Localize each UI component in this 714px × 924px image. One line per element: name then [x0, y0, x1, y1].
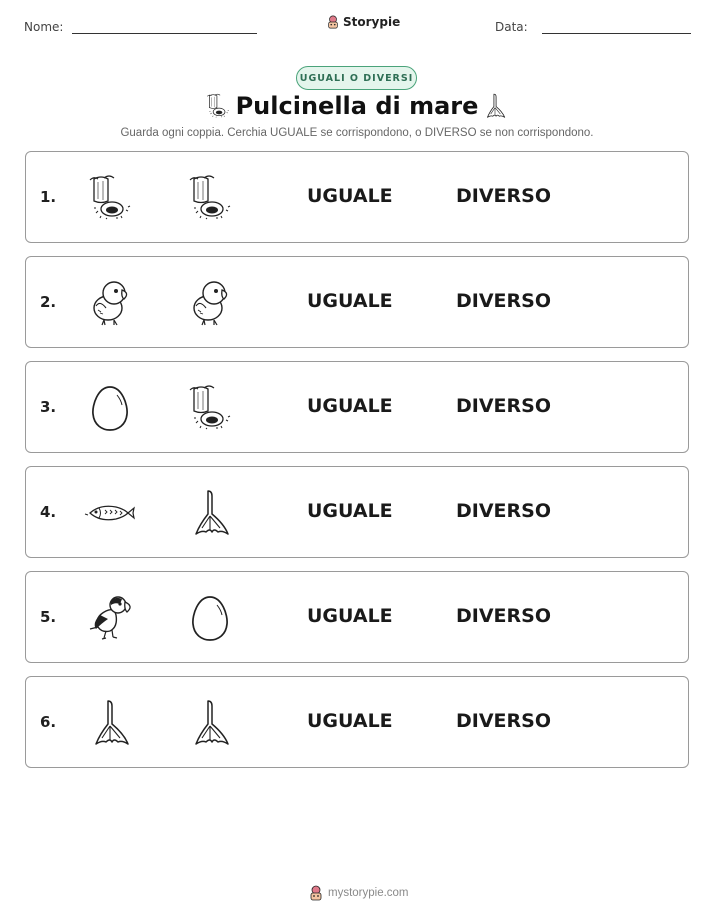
- date-field-line[interactable]: [542, 33, 691, 34]
- different-option[interactable]: DIVERSO: [456, 185, 551, 207]
- different-option[interactable]: DIVERSO: [456, 710, 551, 732]
- fish-icon: [84, 488, 136, 538]
- row-number: 5.: [40, 608, 57, 626]
- exercise-row: [25, 466, 689, 558]
- footer: [308, 884, 409, 902]
- row-number: 4.: [40, 503, 57, 521]
- puffin-chick-icon: [184, 278, 236, 328]
- same-option[interactable]: UGUALE: [307, 395, 393, 417]
- same-option[interactable]: UGUALE: [307, 500, 393, 522]
- different-option[interactable]: DIVERSO: [456, 605, 551, 627]
- different-option[interactable]: DIVERSO: [456, 395, 551, 417]
- exercise-row: [25, 256, 689, 348]
- page-title: Pulcinella di mare: [235, 92, 479, 120]
- webbed-foot-icon: [184, 698, 236, 748]
- exercise-row: [25, 571, 689, 663]
- exercise-row: [25, 361, 689, 453]
- same-option[interactable]: UGUALE: [307, 290, 393, 312]
- different-option[interactable]: DIVERSO: [456, 500, 551, 522]
- storypie-mascot-icon: [326, 14, 340, 30]
- webbed-foot-icon: [184, 488, 236, 538]
- same-option[interactable]: UGUALE: [307, 185, 393, 207]
- burrow-icon: [184, 383, 236, 433]
- same-option[interactable]: UGUALE: [307, 710, 393, 732]
- egg-icon: [184, 593, 236, 643]
- burrow-icon: [184, 173, 236, 223]
- puffin-chick-icon: [84, 278, 136, 328]
- same-option[interactable]: UGUALE: [307, 605, 393, 627]
- webbed-foot-icon: [84, 698, 136, 748]
- instructions-text: Guarda ogni coppia. Cerchia UGUALE se corrispondono, o DIVERSO se non corrispondono.: [120, 127, 594, 139]
- storypie-mascot-icon: [308, 884, 324, 902]
- different-option[interactable]: DIVERSO: [456, 290, 551, 312]
- name-label: Nome:: [24, 20, 64, 34]
- date-label: Data:: [495, 20, 528, 34]
- puffin-icon: [84, 593, 136, 643]
- webbed-foot-icon: [481, 92, 509, 120]
- worksheet-type-badge: UGUALI O DIVERSI: [296, 66, 417, 90]
- name-field-line[interactable]: [72, 33, 257, 34]
- row-number: 2.: [40, 293, 57, 311]
- row-number: 1.: [40, 188, 57, 206]
- storypie-logo: [326, 14, 400, 30]
- exercise-row: [25, 676, 689, 768]
- exercise-row: [25, 151, 689, 243]
- row-number: 6.: [40, 713, 57, 731]
- egg-icon: [84, 383, 136, 433]
- burrow-icon: [84, 173, 136, 223]
- brand-name: Storypie: [343, 15, 401, 29]
- row-number: 3.: [40, 398, 57, 416]
- footer-url[interactable]: mystorypie.com: [328, 887, 409, 899]
